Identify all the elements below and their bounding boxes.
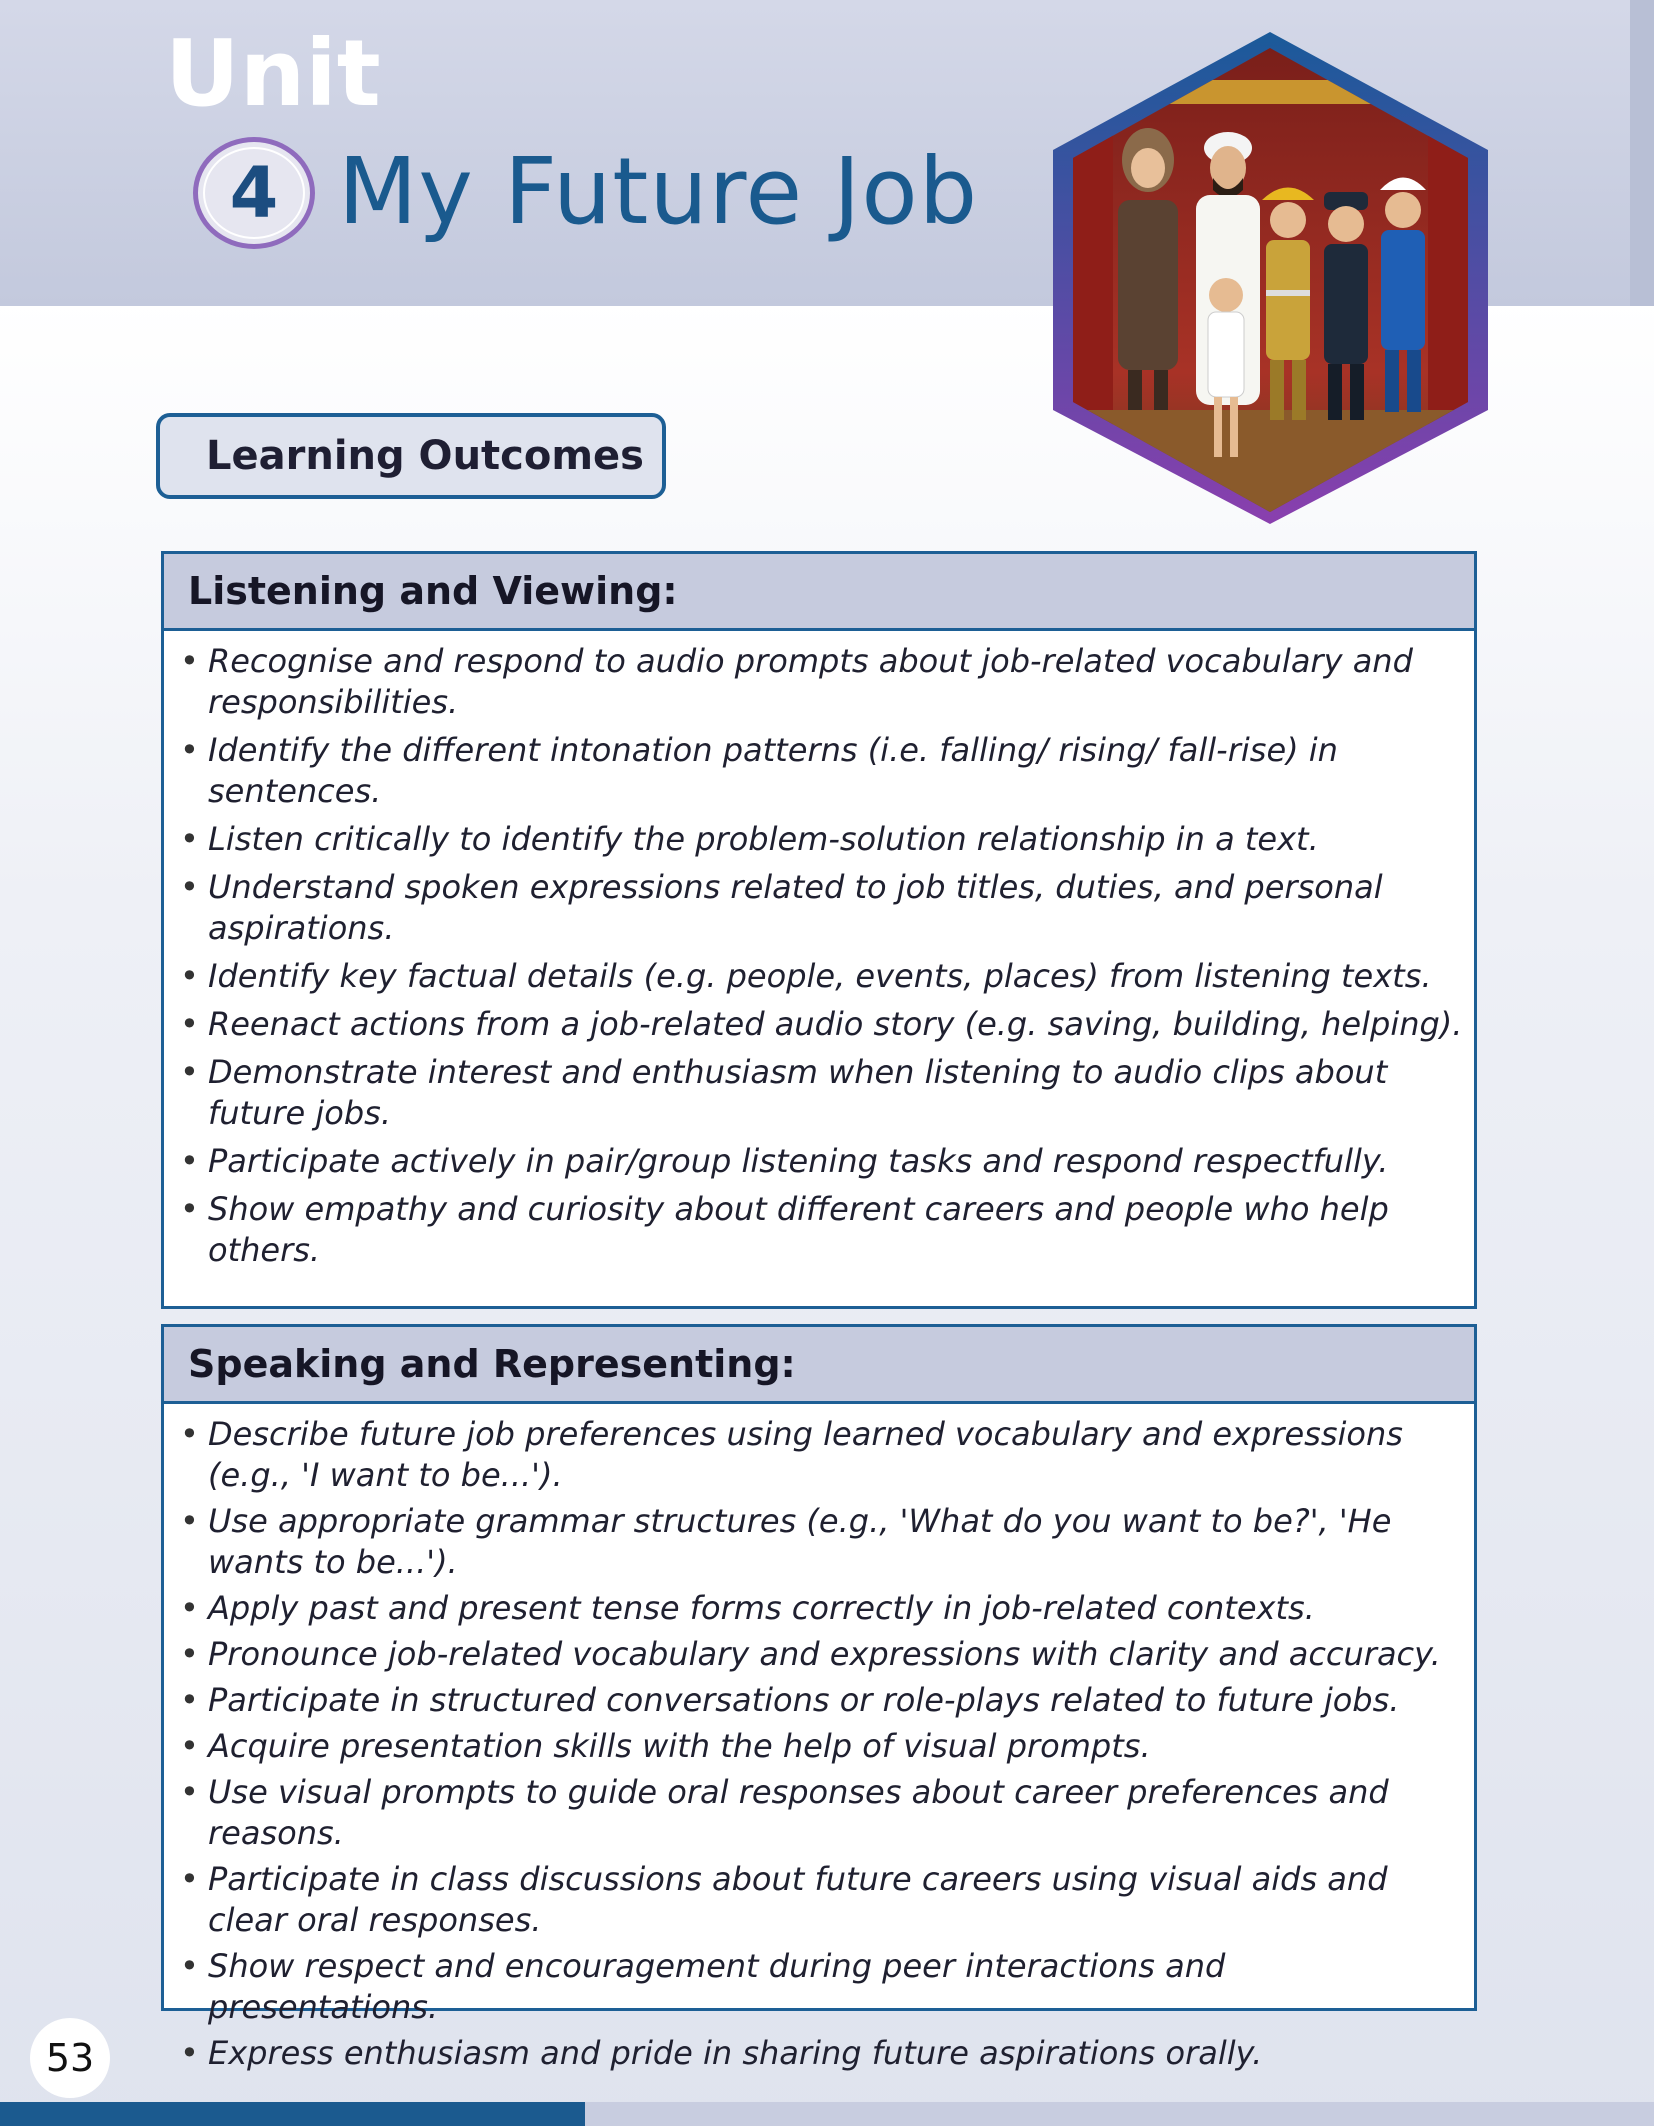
future-jobs-illustration (1048, 30, 1493, 525)
speaking-representing-header (164, 1327, 1474, 1404)
list-item: • Acquire presentation skills with the help of visual prompts. (176, 1726, 1464, 1767)
speaking-representing-section (161, 1324, 1477, 2072)
list-item: • Show empathy and curiosity about different careers and people who help others. (176, 1189, 1464, 1271)
footer-bar-accent (0, 2102, 585, 2126)
list-item: • Identify the different intonation patterns (i.e. falling/ rising/ fall-rise) in sentences. (176, 730, 1464, 812)
list-item: • Understand spoken expressions related to job titles, duties, and personal aspirations. (176, 867, 1464, 949)
list-item: • Identify key factual details (e.g. people, events, places) from listening texts. (176, 956, 1464, 997)
unit-number-badge (193, 137, 315, 249)
list-item: • Participate in structured conversations or role-plays related to future jobs. (176, 1680, 1464, 1721)
list-item: • Reenact actions from a job-related audio story (e.g. saving, building, helping). (176, 1004, 1464, 1045)
learning-outcomes-tab (156, 413, 666, 499)
listening-viewing-heading: Listening and Viewing: (188, 569, 678, 613)
list-item: • Participate in class discussions about future careers using visual aids and clear oral responses. (176, 1859, 1464, 1941)
list-item: • Use visual prompts to guide oral responses about career preferences and reasons. (176, 1772, 1464, 1854)
listening-viewing-section (161, 551, 1477, 1309)
list-item: • Listen critically to identify the problem-solution relationship in a text. (176, 819, 1464, 860)
speaking-representing-heading: Speaking and Representing: (188, 1342, 796, 1386)
header-band-edge (1630, 0, 1654, 306)
list-item: • Demonstrate interest and enthusiasm when listening to audio clips about future jobs. (176, 1052, 1464, 1134)
listening-viewing-header (164, 554, 1474, 631)
list-item: • Express enthusiasm and pride in sharing future aspirations orally. (176, 2033, 1464, 2074)
listening-outcomes-list (164, 631, 1474, 1286)
unit-title: My Future Job (338, 138, 979, 245)
list-item: • Use appropriate grammar structures (e.g., 'What do you want to be?', 'He wants to be...'). (176, 1501, 1464, 1583)
list-item: • Describe future job preferences using learned vocabulary and expressions (e.g., 'I want to be...'). (176, 1414, 1464, 1496)
page-number: 53 (45, 2036, 95, 2080)
unit-label: Unit (165, 20, 381, 127)
learning-outcomes-label: Learning Outcomes (206, 433, 644, 479)
page-number-badge (30, 2018, 110, 2098)
list-item: • Recognise and respond to audio prompts about job-related vocabulary and responsibilities. (176, 641, 1464, 723)
speaking-outcomes-list (164, 1404, 1474, 2087)
list-item: • Participate actively in pair/group listening tasks and respond respectfully. (176, 1141, 1464, 1182)
list-item: • Pronounce job-related vocabulary and expressions with clarity and accuracy. (176, 1634, 1464, 1675)
list-item: • Show respect and encouragement during peer interactions and presentations. (176, 1946, 1464, 2028)
unit-number: 4 (229, 152, 279, 234)
list-item: • Apply past and present tense forms correctly in job-related contexts. (176, 1588, 1464, 1629)
